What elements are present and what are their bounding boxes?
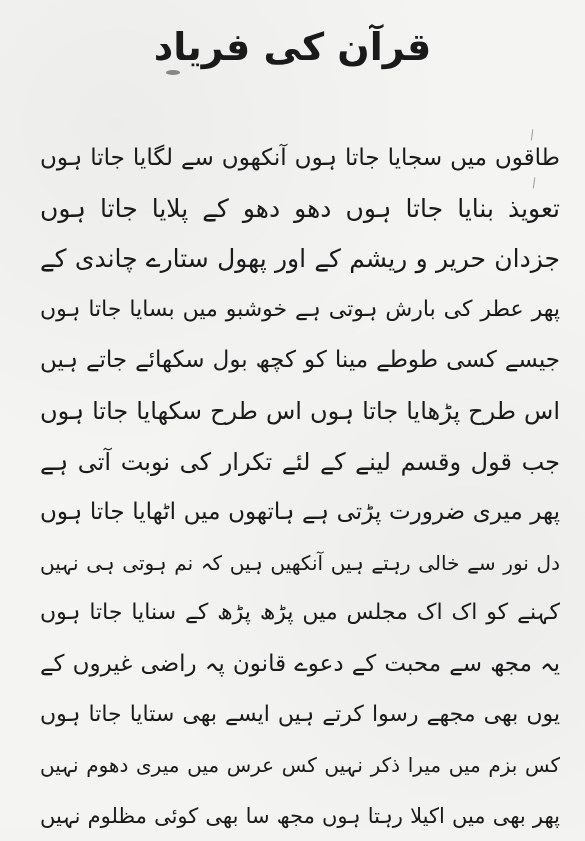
poem-line: دل نور سے خالی رہتے ہیں آنکھیں ہیں کہ نم ہوتی ہی نہیں — [40, 550, 560, 575]
poem-line: پھر میری ضرورت پڑتی ہے ہاتھوں میں اٹھایا جاتا ہوں — [40, 499, 560, 526]
poem-line: تعویذ بنایا جاتا ہوں دھو دھو کے پلایا جاتا ہوں — [40, 193, 560, 223]
poem-title: قرآن کی فریاد — [153, 25, 432, 69]
poem-line: پھر بھی میں اکیلا رہتا ہوں مجھ سا بھی کوئی مظلوم نہیں — [40, 803, 560, 828]
poem-line: جیسے کسی طوطے مینا کو کچھ بول سکھائے جاتے ہیں — [40, 347, 560, 374]
poem-line: طاقوں میں سجایا جاتا ہوں آنکھوں سے لگایا جاتا ہوں — [40, 145, 560, 171]
poem-line: جب قول وقسم لینے کے لئے تکرار کی نوبت آتی ہے — [40, 447, 560, 476]
poem-line: کہنے کو اک اک مجلس میں پڑھ پڑھ کے سنایا جاتا ہوں — [40, 600, 560, 626]
poem-line: یوں بھی مجھے رسوا کرتے ہیں ایسے بھی ستایا جاتا ہوں — [40, 701, 560, 727]
poem-line: کس بزم میں میرا ذکر نہیں کس عرس میں میری دھوم نہیں — [40, 753, 560, 778]
ink-smudge — [166, 70, 180, 75]
margin-pencil-mark: / — [528, 127, 536, 144]
poem-line: جزدان حریر و ریشم کے اور پھول ستارے چاندی کے — [40, 244, 560, 274]
poem-line: اس طرح پڑھایا جاتا ہوں اس طرح سکھایا جاتا ہوں — [40, 396, 560, 425]
poem-body — [40, 133, 560, 841]
poem-line: پھر عطر کی بارش ہوتی ہے خوشبو میں بسایا جاتا ہوں — [40, 296, 560, 322]
poem-line: یہ مجھ سے محبت کے دعوے قانون پہ راضی غیروں کے — [40, 650, 560, 677]
margin-pencil-mark: / — [530, 175, 538, 192]
